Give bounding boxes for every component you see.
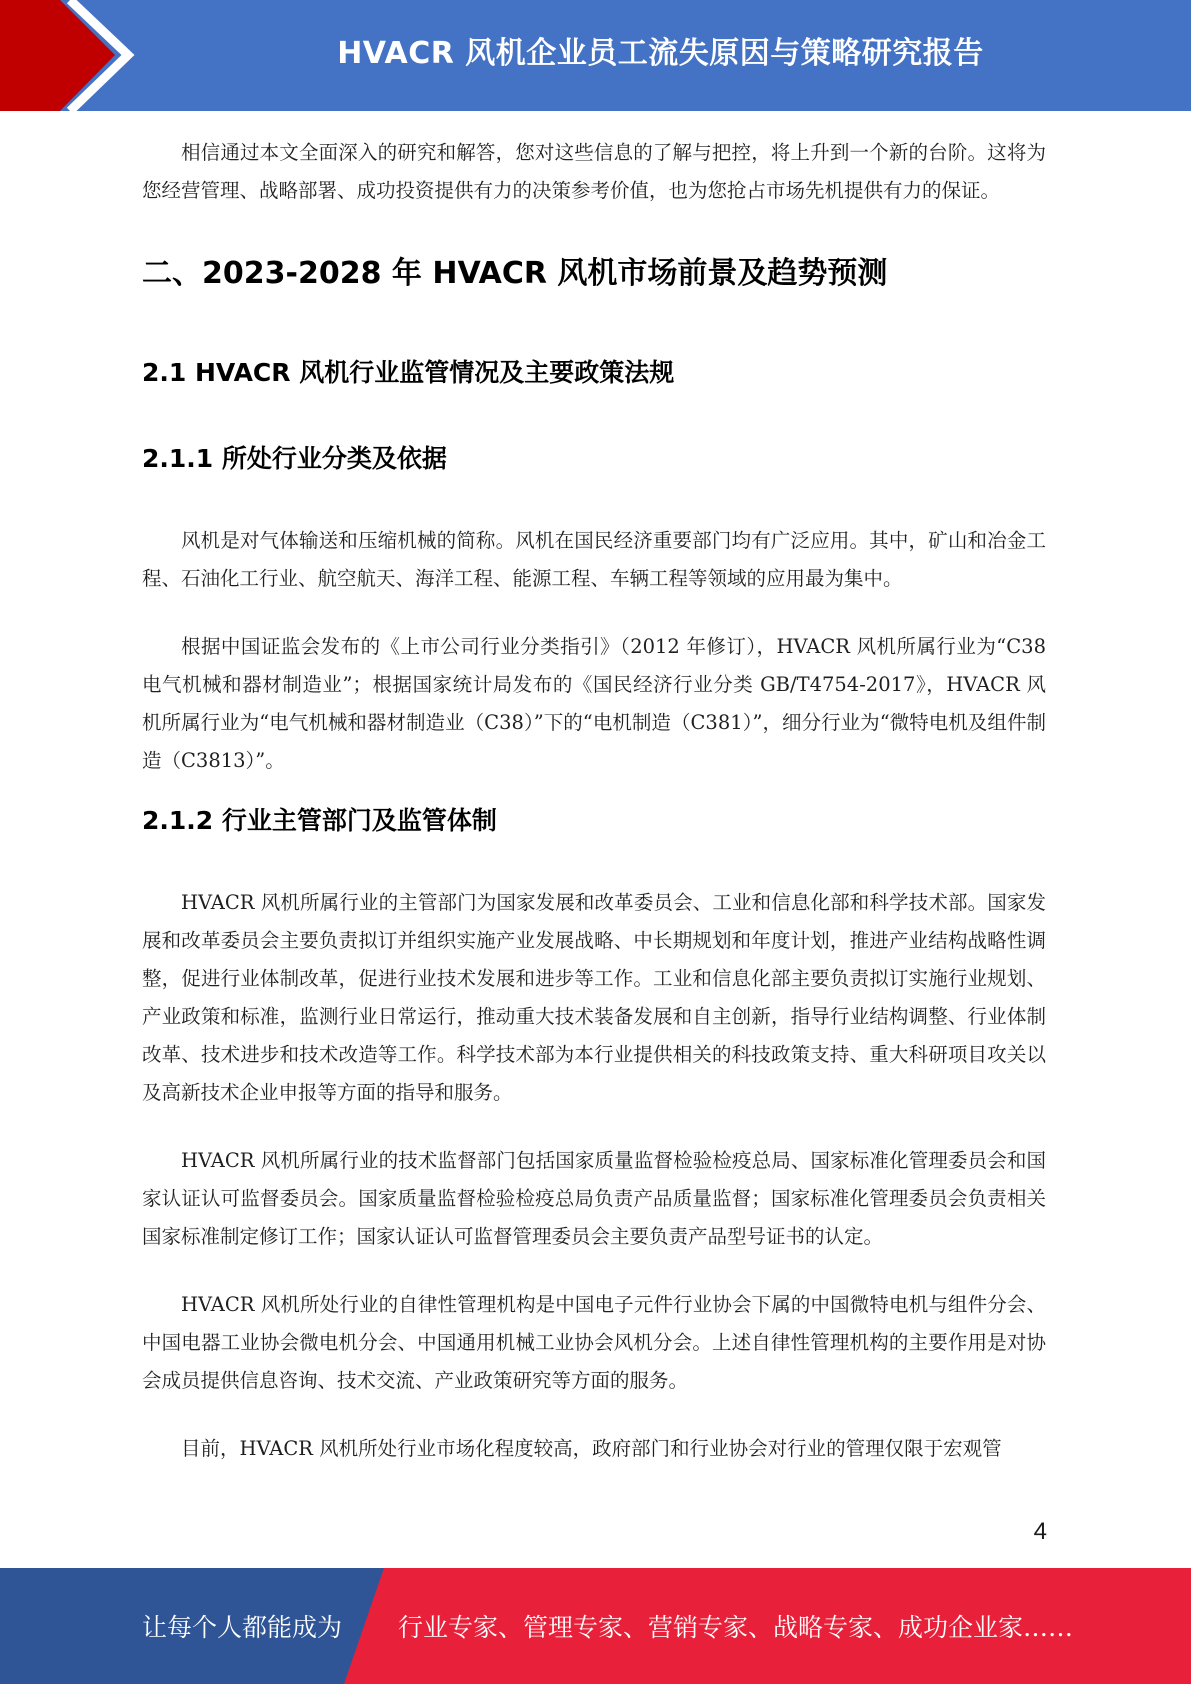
intro-paragraph: 相信通过本文全面深入的研究和解答，您对这些信息的了解与把控，将上升到一个新的台阶。这将为您经营管理、战略部署、成功投资提供有力的决策参考价值，也为您抢占市场先机提供有力的保证。: [142, 141, 1046, 202]
body-paragraph: HVACR 风机所属行业的主管部门为国家发展和改革委员会、工业和信息化部和科学技术部。国家发展和改革委员会主要负责拟订并组织实施产业发展战略、中长期规划和年度计划，推进产业结构战略性调整，促进行业体制改革，促进行业技术发展和进步等工作。工业和信息化部主要负责拟订实施行业规划、产业政策和标准，监测行业日常运行，推动重大技术装备发展和自主创新，指导行业结构调整、行业体制改革、技术进步和技术改造等工作。科学技术部为本行业提供相关的科技政策支持、重大科研项目攻关以及高新技术企业申报等方面的指导和服务。: [142, 891, 1046, 1104]
body-paragraph: HVACR 风机所属行业的技术监督部门包括国家质量监督检验检疫总局、国家标准化管理委员会和国家认证认可监督委员会。国家质量监督检验检疫总局负责产品质量监督；国家标准化管理委员会负责相关国家标准制定修订工作；国家认证认可监督管理委员会主要负责产品型号证书的认定。: [142, 1149, 1046, 1248]
document-body: [142, 134, 1046, 1468]
footer-slogan-left: 让每个人都能成为: [142, 1613, 343, 1642]
subsubsection-heading-2: 2.1.2 行业主管部门及监管体制: [142, 806, 497, 835]
subsubsection-heading-1: 2.1.1 所处行业分类及依据: [142, 444, 447, 473]
section-heading: 二、2023-2028 年 HVACR 风机市场前景及趋势预测: [142, 256, 888, 291]
subsection-heading: 2.1 HVACR 风机行业监管情况及主要政策法规: [142, 358, 675, 387]
footer-banner: [0, 1568, 1191, 1684]
page-number: 4: [1033, 1518, 1047, 1545]
report-title: HVACR 风机企业员工流失原因与策略研究报告: [337, 36, 984, 71]
body-paragraph: 风机是对气体输送和压缩机械的简称。风机在国民经济重要部门均有广泛应用。其中，矿山和冶金工程、石油化工行业、航空航天、海洋工程、能源工程、车辆工程等领域的应用最为集中。: [142, 529, 1046, 590]
body-paragraph: HVACR 风机所处行业的自律性管理机构是中国电子元件行业协会下属的中国微特电机与组件分会、中国电器工业协会微电机分会、中国通用机械工业协会风机分会。上述自律性管理机构的主要作用是对协会成员提供信息咨询、技术交流、产业政策研究等方面的服务。: [142, 1293, 1046, 1392]
body-paragraph: 根据中国证监会发布的《上市公司行业分类指引》（2012 年修订），HVACR 风机所属行业为“C38 电气机械和器材制造业”；根据国家统计局发布的《国民经济行业分类 GB/T4754-2017》，HVACR 风机所属行业为“电气机械和器材制造业（C38）”下的“电机制造（C381）”，细分行业为“微特电机及组件制造（C3813）”。: [142, 635, 1046, 772]
body-paragraph: 目前，HVACR 风机所处行业市场化程度较高，政府部门和行业协会对行业的管理仅限于宏观管: [181, 1437, 1002, 1460]
footer-slogan-right: 行业专家、管理专家、营销专家、战略专家、成功企业家……: [398, 1613, 1074, 1642]
header-banner: [0, 0, 1191, 111]
